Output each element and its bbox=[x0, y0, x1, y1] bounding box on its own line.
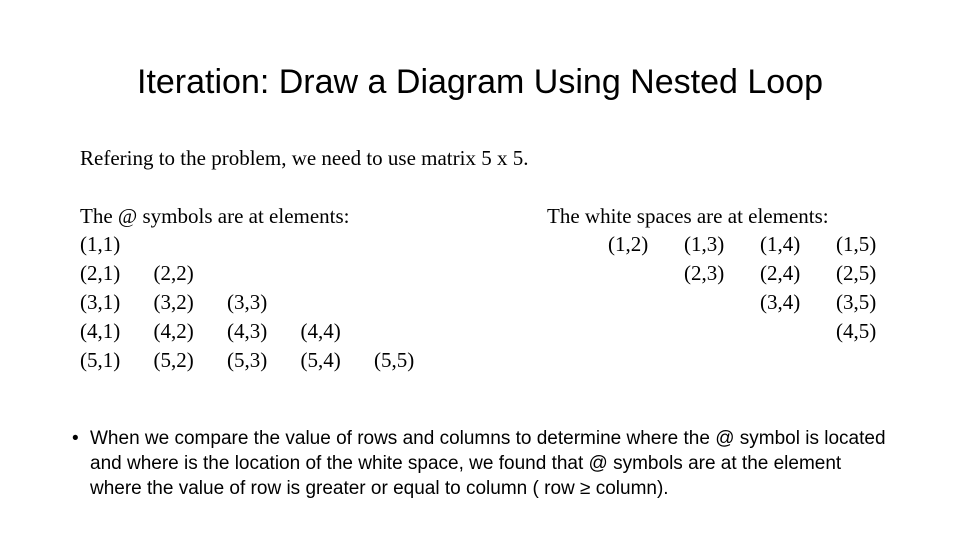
white-space-element: (2,4) bbox=[760, 261, 801, 285]
white-space-element: (1,5) bbox=[836, 232, 877, 256]
at-element: (5,3) bbox=[227, 348, 268, 372]
white-space-element: (2,3) bbox=[684, 261, 725, 285]
at-element: (4,4) bbox=[300, 319, 341, 343]
at-element: (5,1) bbox=[80, 348, 121, 372]
white-space-element: (3,4) bbox=[760, 290, 801, 314]
at-element: (4,2) bbox=[153, 319, 194, 343]
white-space-element: (4,5) bbox=[836, 319, 877, 343]
at-element: (5,2) bbox=[153, 348, 194, 372]
at-element: (3,3) bbox=[227, 290, 268, 314]
at-element: (5,4) bbox=[300, 348, 341, 372]
white-space-element: (1,2) bbox=[608, 232, 649, 256]
slide-title: Iteration: Draw a Diagram Using Nested Loop bbox=[137, 63, 823, 101]
at-element: (5,5) bbox=[374, 348, 415, 372]
white-space-element: (1,4) bbox=[760, 232, 801, 256]
bullet-text: When we compare the value of rows and columns to determine where the @ symbol is located and where is the location of the white space, we found that @ symbols are at the element where the value of row is greater or equal to column ( row ≥ column). bbox=[90, 428, 886, 499]
at-element: (2,1) bbox=[80, 261, 121, 285]
at-element: (4,3) bbox=[227, 319, 268, 343]
bullet-marker: • bbox=[72, 428, 79, 449]
matrix-figure bbox=[80, 140, 900, 380]
at-element: (3,1) bbox=[80, 290, 121, 314]
white-space-element: (2,5) bbox=[836, 261, 877, 285]
bullet-point bbox=[72, 426, 892, 501]
at-element: (3,2) bbox=[153, 290, 194, 314]
at-element: (2,2) bbox=[153, 261, 194, 285]
at-element: (1,1) bbox=[80, 232, 121, 256]
white-space-element: (1,3) bbox=[684, 232, 725, 256]
white-spaces-heading: The white spaces are at elements: bbox=[547, 204, 829, 228]
at-symbols-heading: The @ symbols are at elements: bbox=[80, 204, 350, 228]
figure-intro: Refering to the problem, we need to use matrix 5 x 5. bbox=[80, 146, 529, 170]
at-element: (4,1) bbox=[80, 319, 121, 343]
white-space-element: (3,5) bbox=[836, 290, 877, 314]
